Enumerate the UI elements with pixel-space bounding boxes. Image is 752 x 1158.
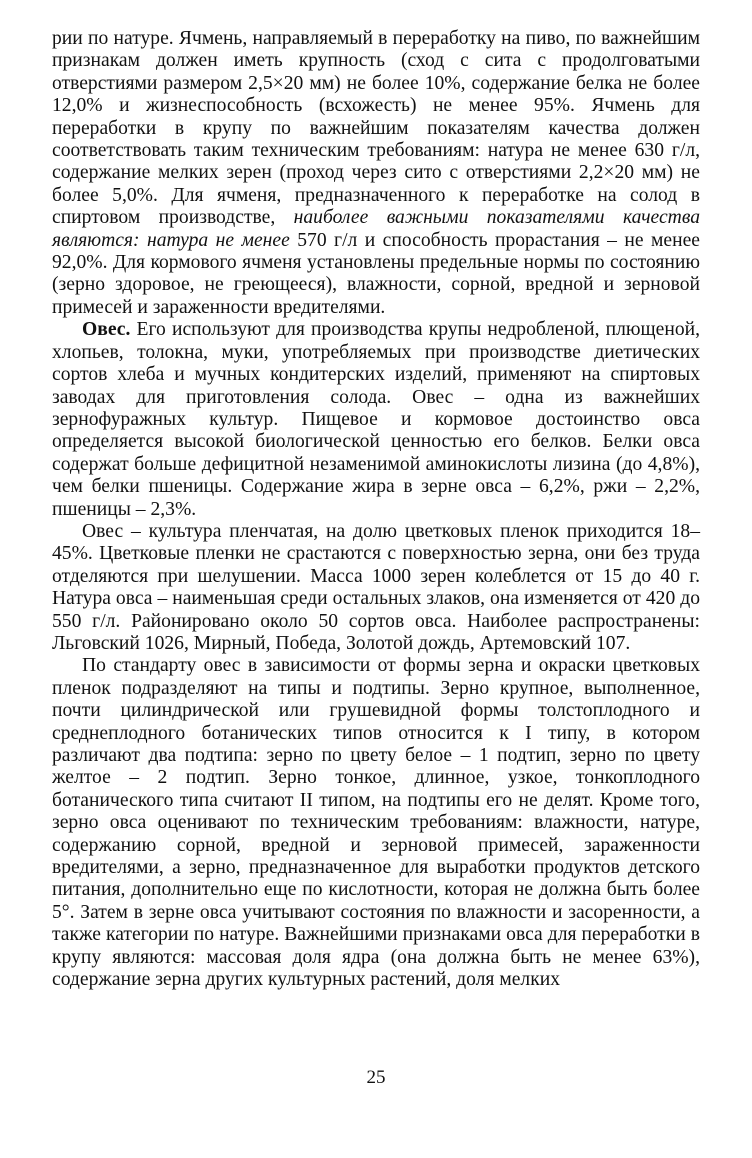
paragraph-oats-intro <box>52 319 700 521</box>
page-number: 25 <box>366 1067 386 1088</box>
paragraph-oats-standard: По стандарту овес в зависимости от формы зерна и окраски цветковых пленок подразделяют на типы и подтипы. Зерно крупное, выполненное, почти цилиндрической или грушевидной формы толстоплодного и среднеплодного ботанических типов относится к I типу, в котором различают два подтипа: зерно по цвету белое – 1 подтип, зерно по цвету желтое – 2 подтип. Зерно тонкое, длинное, узкое, тонкоплодного ботанического типа считают II типом, на подтипы его не делят. Кроме того, зерно овса оценивают по техническим требованиям: влажности, натуре, содержанию сорной, вредной и зерновой примесей, зараженности вредителями, а зерно, предназначенное для выработки продуктов детского питания, дополнительно еще по кислотности, которая не должна быть более 5°. Затем в зерне овса учитывают состояния по влажности и засоренности, а также категории по натуре. Важнейшими признаками овса для переработки в крупу являются: массовая доля ядра (она должна быть не менее 63%), содержание зерна других культурных растений, доля мелких <box>52 655 700 991</box>
paragraph-barley <box>52 28 700 319</box>
paragraph-barley-text-b: 570 г/л и способность прорастания – не менее 92,0%. Для кормового ячменя установлены предельные нормы по состоянию (зерно здоровое, не греющееся), влажности, сорной, вредной и зерновой примесей и зараженности вредителями. <box>52 229 700 318</box>
paragraph-barley-italic: наиболее важными показателями качества являются: натура не менее <box>52 207 700 251</box>
paragraph-oats-husk: Овес – культура пленчатая, на долю цветковых пленок приходится 18–45%. Цветковые пленки не срастаются с поверхностью зерна, они без труда отделяются при шелушении. Масса 1000 зерен колеблется от 15 до 40 г. Натура овса – наименьшая среди остальных злаков, она изменяется от 420 до 550 г/л. Районировано около 50 сортов овса. Наиболее распространены: Льговский 1026, Мирный, Победа, Золотой дождь, Артемовский 107. <box>52 520 700 654</box>
paragraph-oats-heading: Овес. <box>82 319 131 341</box>
paragraph-barley-text-a: рии по натуре. Ячмень, направляемый в переработку на пиво, по важнейшим признакам должен иметь крупность (сход с сита с продолговатыми отверстиями размером 2,5×20 мм) не более 10%, содержание белка не более 12,0% и жизнеспособность (всхожесть) не менее 95%. Ячмень для переработки в крупу по важнейшим показателям качества должен соответствовать таким техническим требованиям: натура не менее 630 г/л, содержание мелких зерен (проход через сито с отверстиями 2,2×20 мм) не более 5,0%. Для ячменя, предназначенного к переработке на солод в спиртовом производстве, <box>52 28 700 229</box>
page-body <box>52 28 700 991</box>
paragraph-oats-intro-text: Его используют для производства крупы недробленой, плющеной, хлопьев, толокна, муки, употребляемых при производстве диетических сортов хлеба и мучных кондитерских изделий, применяют на спиртовых заводах для приготовления солода. Овес – одна из важнейших зернофуражных культур. Пищевое и кормовое достоинство овса определяется высокой биологической ценностью его белков. Белки овса содержат больше дефицитной незаменимой аминокислоты лизина (до 4,8%), чем белки пшеницы. Содержание жира в зерне овса – 6,2%, ржи – 2,2%, пшеницы – 2,3%. <box>52 319 700 520</box>
